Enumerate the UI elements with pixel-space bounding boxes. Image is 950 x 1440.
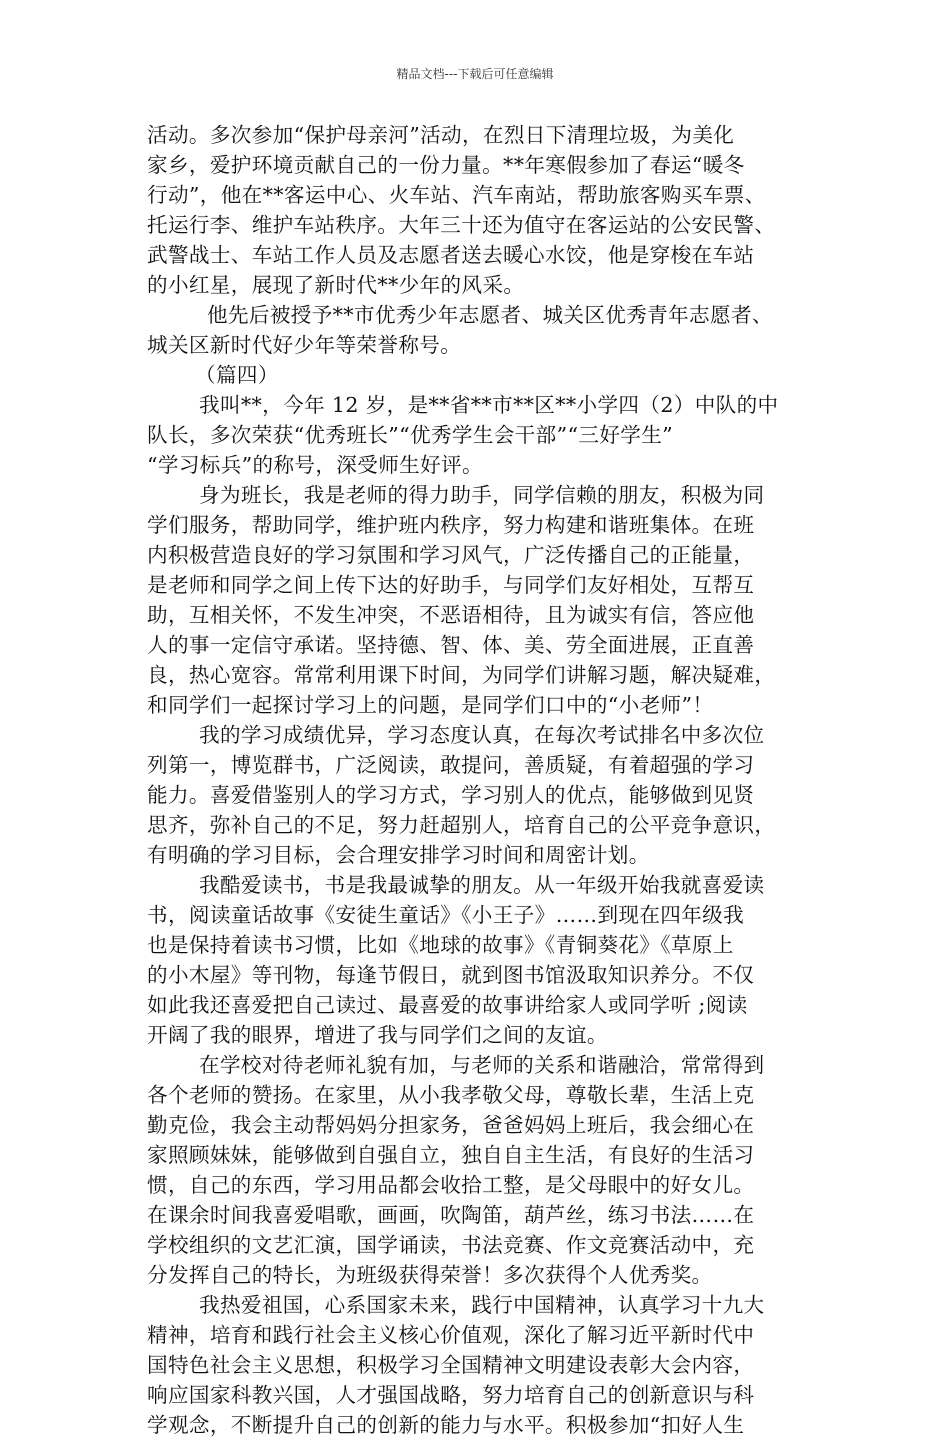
text-line: 和同学们一起探讨学习上的问题，是同学们口中的“小老师”！ xyxy=(147,693,714,717)
paragraph-start: 我叫**，今年 12 岁，是**省**市**区**小学四（2）中队的中 xyxy=(199,393,779,417)
text-line: 托运行李、维护车站秩序。大年三十还为值守在客运站的公安民警、 xyxy=(147,213,776,237)
text-line: 各个老师的赞扬。在家里，从小我孝敬父母，尊敬长辈，生活上克 xyxy=(147,1083,755,1107)
paragraph-start: 我的学习成绩优异，学习态度认真，在每次考试排名中多次位 xyxy=(199,723,765,747)
section-heading: （篇四） xyxy=(195,363,279,387)
document-body xyxy=(147,120,809,1440)
text-line: 人的事一定信守承诺。坚持德、智、体、美、劳全面进展，正直善 xyxy=(147,633,755,657)
text-line: 学们服务，帮助同学，维护班内秩序，努力构建和谐班集体。在班 xyxy=(147,513,755,537)
paragraph-start: 他先后被授予**市优秀少年志愿者、城关区优秀青年志愿者、 xyxy=(207,303,773,327)
text-line: 家照顾妹妹，能够做到自强自立，独自自主生活，有良好的生活习 xyxy=(147,1143,755,1167)
page-header: 精品文档---下载后可任意编辑 xyxy=(396,67,554,81)
text-line: 是老师和同学之间上传下达的好助手，与同学们友好相处，互帮互 xyxy=(147,573,755,597)
text-line: “学习标兵”的称号，深受师生好评。 xyxy=(147,453,483,477)
text-line: 家乡，爱护环境贡献自己的一份力量。**年寒假参加了春运“暖冬 xyxy=(147,153,745,177)
text-line: 在课余时间我喜爱唱歌，画画，吹陶笛，葫芦丝，练习书法……在 xyxy=(147,1203,755,1227)
text-line: 的小红星，展现了新时代**少年的风采。 xyxy=(147,273,525,297)
text-line: 国特色社会主义思想，积极学习全国精神文明建设表彰大会内容， xyxy=(147,1353,755,1377)
text-line: 的小木屋》等刊物，每逢节假日，就到图书馆汲取知识养分。不仅 xyxy=(147,963,755,987)
text-line: 城关区新时代好少年等荣誉称号。 xyxy=(147,333,462,357)
text-line: 惯，自己的东西，学习用品都会收拾工整，是父母眼中的好女儿。 xyxy=(147,1173,755,1197)
paragraph-start: 我热爱祖国，心系国家未来，践行中国精神，认真学习十九大 xyxy=(199,1293,765,1317)
text-line: 也是保持着读书习惯，比如《地球的故事》《青铜葵花》《草原上 xyxy=(147,933,734,957)
text-line: 行动”，他在**客运中心、火车站、汽车南站，帮助旅客购买车票、 xyxy=(147,183,766,207)
text-line: 有明确的学习目标，会合理安排学习时间和周密计划。 xyxy=(147,843,650,867)
text-line: 书，阅读童话故事《安徒生童话》《小王子》……到现在四年级我 xyxy=(147,903,745,927)
text-line: 良，热心宽容。常常利用课下时间，为同学们讲解习题，解决疑难， xyxy=(147,663,776,687)
text-line: 开阔了我的眼界，增进了我与同学们之间的友谊。 xyxy=(147,1023,608,1047)
text-line: 勤克俭，我会主动帮妈妈分担家务，爸爸妈妈上班后，我会细心在 xyxy=(147,1113,755,1137)
text-line: 学观念，不断提升自己的创新的能力与水平。积极参加“扣好人生 xyxy=(147,1413,745,1437)
paragraph-start: 我酷爱读书，书是我最诚挚的朋友。从一年级开始我就喜爱读 xyxy=(199,873,765,897)
text-line: 武警战士、车站工作人员及志愿者送去暖心水饺，他是穿梭在车站 xyxy=(147,243,755,267)
text-line: 学校组织的文艺汇演，国学诵读，书法竞赛、作文竞赛活动中，充 xyxy=(147,1233,755,1257)
text-line: 活动。多次参加“保护母亲河”活动，在烈日下清理垃圾，为美化 xyxy=(147,123,735,147)
text-line: 助，互相关怀，不发生冲突，不恶语相待，且为诚实有信，答应他 xyxy=(147,603,755,627)
text-line: 思齐，弥补自己的不足，努力赶超别人，培育自己的公平竞争意识， xyxy=(147,813,776,837)
text-line: 精神，培育和践行社会主义核心价值观，深化了解习近平新时代中 xyxy=(147,1323,755,1347)
text-line: 响应国家科教兴国，人才强国战略，努力培育自己的创新意识与科 xyxy=(147,1383,755,1407)
text-line: 分发挥自己的特长，为班级获得荣誉！多次获得个人优秀奖。 xyxy=(147,1263,713,1287)
text-line: 队长，多次荣获“优秀班长”“优秀学生会干部”“三好学生” xyxy=(147,423,674,447)
text-line: 能力。喜爱借鉴别人的学习方式，学习别人的优点，能够做到见贤 xyxy=(147,783,755,807)
text-line: 如此我还喜爱把自己读过、最喜爱的故事讲给家人或同学听 ;阅读 xyxy=(147,993,748,1017)
paragraph-start: 在学校对待老师礼貌有加，与老师的关系和谐融洽，常常得到 xyxy=(199,1053,765,1077)
text-line: 列第一，博览群书，广泛阅读，敢提问，善质疑，有着超强的学习 xyxy=(147,753,755,777)
paragraph-start: 身为班长，我是老师的得力助手，同学信赖的朋友，积极为同 xyxy=(199,483,765,507)
text-line: 内积极营造良好的学习氛围和学习风气，广泛传播自己的正能量， xyxy=(147,543,755,567)
